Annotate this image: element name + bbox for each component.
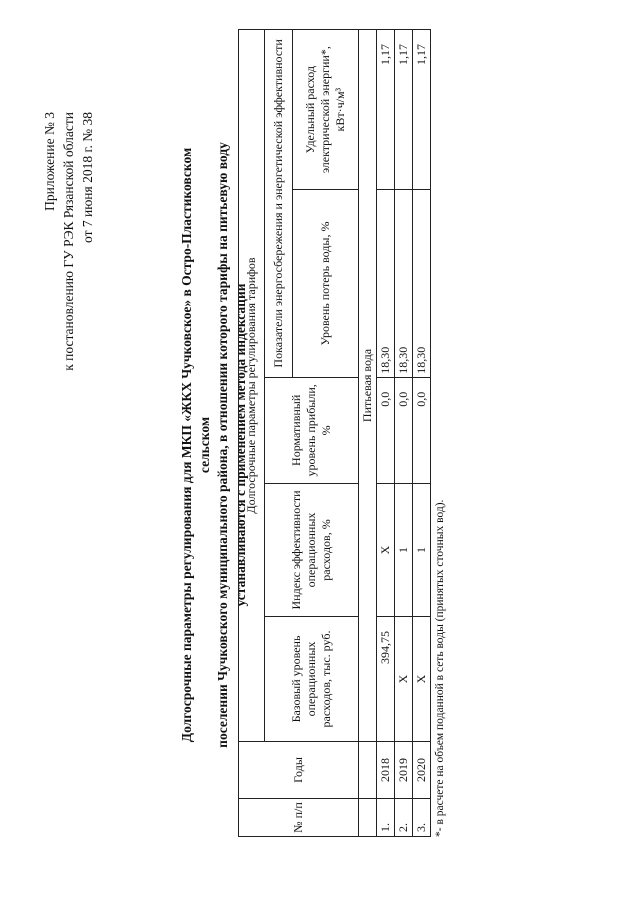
title-line-3: устанавливаются с применением метода индексации (233, 283, 248, 607)
table-row (395, 30, 413, 837)
row-num: 1. (377, 798, 395, 836)
row-index: 1 (395, 483, 413, 616)
row-index: 1 (413, 483, 431, 616)
row-base: 394,75 (377, 617, 395, 742)
row-num: 2. (395, 798, 413, 836)
header-base-level: Базовый уровень операционных расходов, тыс. руб. (265, 617, 359, 742)
title-line-2: поселении Чучковского муниципального района, в отношении которого тарифы на питьевую воду (215, 142, 230, 748)
header-energy-use: Удельный расход электрической энергии*, кВт·ч/м³ (293, 30, 359, 190)
row-year: 2018 (377, 741, 395, 798)
row-energy: 1,17 (395, 30, 413, 190)
appendix-number: Приложение № 3 (42, 112, 57, 211)
section-label: Питьевая вода (359, 30, 377, 742)
row-base: X (413, 617, 431, 742)
footnote: *- в расчете на объем поданной в сеть воды (принятых сточных вод). (434, 499, 446, 837)
row-year: 2019 (395, 741, 413, 798)
header-long-term: Долгосрочные параметры регулирования тарифов (239, 30, 265, 742)
row-profit: 0,0 (377, 377, 395, 483)
header-water-loss: Уровень потерь воды, % (293, 190, 359, 377)
header-energy-group: Показатели энергосбережения и энергетической эффективности (265, 30, 293, 378)
title-line-1: Долгосрочные параметры регулирования для МКП «ЖКХ Чучковское» в Остро-Пластиковском сельском (179, 147, 212, 743)
appendix-date: от 7 июня 2018 г. № 38 (80, 112, 95, 243)
table-row (413, 30, 431, 837)
row-profit: 0,0 (413, 377, 431, 483)
header-num: № п/п (239, 798, 359, 836)
row-loss: 18,30 (413, 190, 431, 377)
row-index: X (377, 483, 395, 616)
header-efficiency-index: Индекс эффективности операционных расходов, % (265, 483, 359, 616)
row-loss: 18,30 (377, 190, 395, 377)
header-years: Годы (239, 741, 359, 798)
row-profit: 0,0 (395, 377, 413, 483)
row-year: 2020 (413, 741, 431, 798)
appendix-resolution: к постановлению ГУ РЭК Рязанской области (61, 112, 76, 371)
row-energy: 1,17 (377, 30, 395, 190)
row-base: X (395, 617, 413, 742)
parameters-table (238, 29, 431, 837)
row-energy: 1,17 (413, 30, 431, 190)
table-row (377, 30, 395, 837)
row-num: 3. (413, 798, 431, 836)
appendix-header (40, 112, 97, 371)
header-profit-level: Нормативный уровень прибыли, % (265, 377, 359, 483)
row-loss: 18,30 (395, 190, 413, 377)
